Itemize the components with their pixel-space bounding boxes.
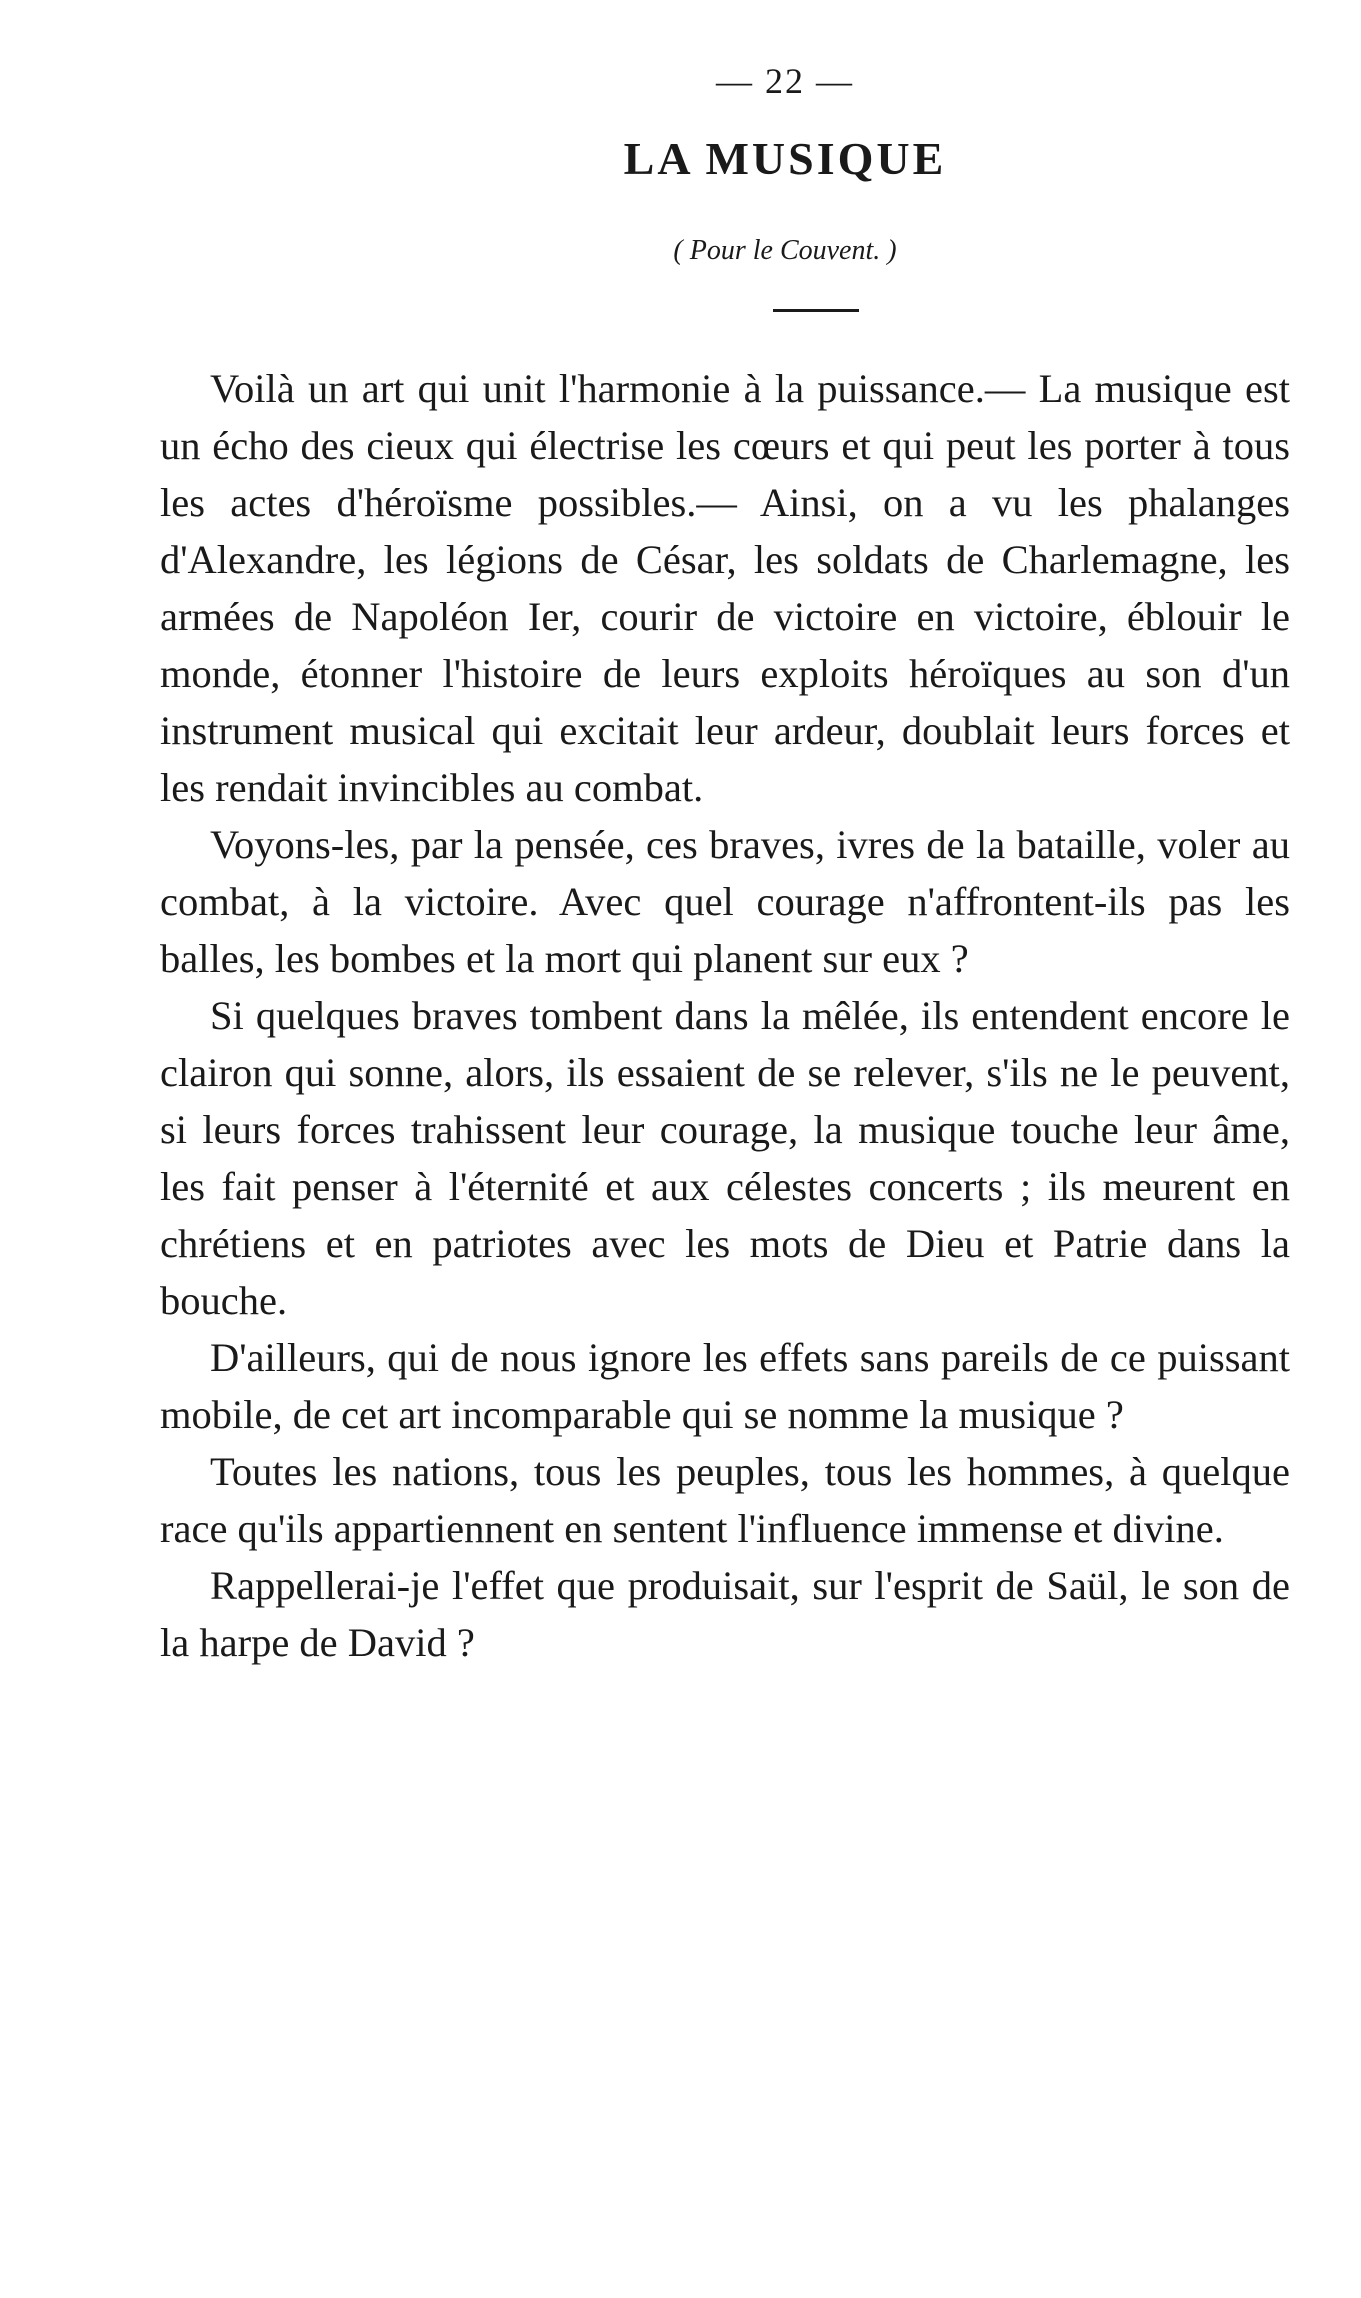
paragraph-3: Si quelques braves tombent dans la mêlée, ils entendent encore le clairon qui sonne, alors, ils essaient de se relever, s'ils ne le peuvent, si leurs forces trahissent leur courage, la musique touche leur âme, les fait penser à l'éternité et aux célestes concerts ; ils meurent en chrétiens et en patriotes avec les mots de Dieu et Patrie dans la bouche. [160, 993, 1290, 1323]
chapter-title: LA MUSIQUE [623, 133, 947, 184]
paragraph-5: Toutes les nations, tous les peuples, tous les hommes, à quelque race qu'ils appartiennent en sentent l'influence immense et divine. [160, 1449, 1290, 1551]
paragraph-2: Voyons-les, par la pensée, ces braves, ivres de la bataille, voler au combat, à la victoire. Avec quel courage n'affrontent-ils pas les balles, les bombes et la mort qui planent sur eux ? [160, 822, 1290, 981]
paragraph-4: D'ailleurs, qui de nous ignore les effets sans pareils de ce puissant mobile, de cet art incomparable qui se nomme la musique ? [160, 1335, 1290, 1437]
page-number: — 22 — [716, 61, 854, 101]
chapter-subtitle: ( Pour le Couvent. ) [673, 235, 897, 266]
book-page [160, 60, 1290, 1671]
body-text [160, 360, 1290, 1671]
paragraph-1: Voilà un art qui unit l'harmonie à la puissance.— La musique est un écho des cieux qui électrise les cœurs et qui peut les porter à tous les actes d'héroïsme possibles.— Ainsi, on a vu les phalanges d'Alexandre, les légions de César, les soldats de Charlemagne, les armées de Napoléon Ier, courir de victoire en victoire, éblouir le monde, étonner l'histoire de leurs exploits héroïques au son d'un instrument musical qui excitait leur ardeur, doublait leurs forces et les rendait invincibles au combat. [160, 366, 1290, 810]
paragraph-6: Rappellerai-je l'effet que produisait, sur l'esprit de Saül, le son de la harpe de David ? [160, 1563, 1290, 1665]
title-divider [773, 309, 859, 312]
